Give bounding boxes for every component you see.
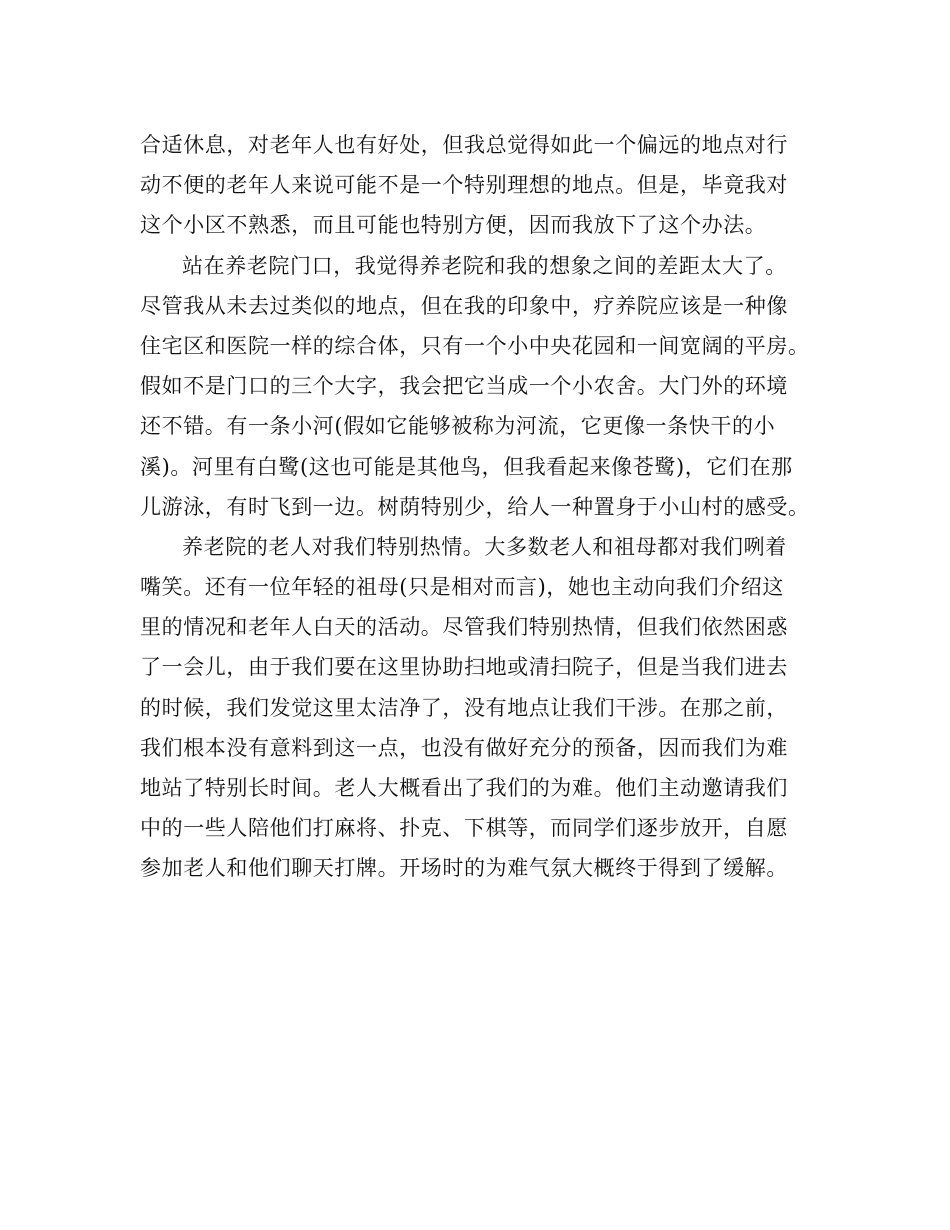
text-line: 溪)。河里有白鹭(这也可能是其他鸟，但我看起来像苍鹭)，它们在那 [140, 454, 793, 479]
paragraph-1 [140, 125, 830, 246]
paragraph-2 [140, 246, 830, 527]
text-line: 地站了特别长时间。老人大概看出了我们的为难。他们主动邀请我们 [140, 776, 788, 800]
text-line: 这个小区不熟悉，而且可能也特别方便，因而我放下了这个办法。 [140, 213, 767, 238]
text-line: 合适休息，对老年人也有好处，但我总觉得如此一个偏远的地点对行 [140, 133, 788, 157]
text-line: 儿游泳，有时飞到一边。树荫特别少，给人一种置身于小山村的感受。 [140, 494, 810, 519]
text-line: 动不便的老年人来说可能不是一个特别理想的地点。但是，毕竟我对 [140, 173, 788, 198]
text-line: 了一会儿，由于我们要在这里协助扫地或清扫院子，但是当我们进去 [140, 655, 788, 680]
text-line: 站在养老院门口，我觉得养老院和我的想象之间的差距太大了。 [182, 253, 787, 278]
text-line: 住宅区和医院一样的综合体，只有一个小中央花园和一间宽阔的平房。 [140, 333, 810, 358]
text-line: 养老院的老人对我们特别热情。大多数老人和祖母都对我们咧着 [182, 534, 787, 559]
text-line: 参加老人和他们聊天打牌。开场时的为难气氛大概终于得到了缓解。 [140, 856, 788, 881]
text-line: 嘴笑。还有一位年轻的祖母(只是相对而言)，她也主动向我们介绍这 [140, 575, 784, 600]
document-body [140, 125, 830, 889]
text-line: 尽管我从未去过类似的地点，但在我的印象中，疗养院应该是一种像 [140, 293, 788, 318]
paragraph-3 [140, 527, 830, 889]
text-line: 中的一些人陪他们打麻将、扑克、下棋等，而同学们逐步放开，自愿 [140, 816, 788, 841]
text-line: 里的情况和老年人白天的活动。尽管我们特别热情，但我们依然困惑 [140, 615, 788, 640]
text-line: 的时候，我们发觉这里太洁净了，没有地点让我们干涉。在那之前， [140, 695, 788, 720]
text-line: 还不错。有一条小河(假如它能够被称为河流，它更像一条快干的小 [140, 414, 776, 439]
text-line: 假如不是门口的三个大字，我会把它当成一个小农舍。大门外的环境 [140, 374, 788, 399]
text-line: 我们根本没有意料到这一点，也没有做好充分的预备，因而我们为难 [140, 735, 788, 760]
